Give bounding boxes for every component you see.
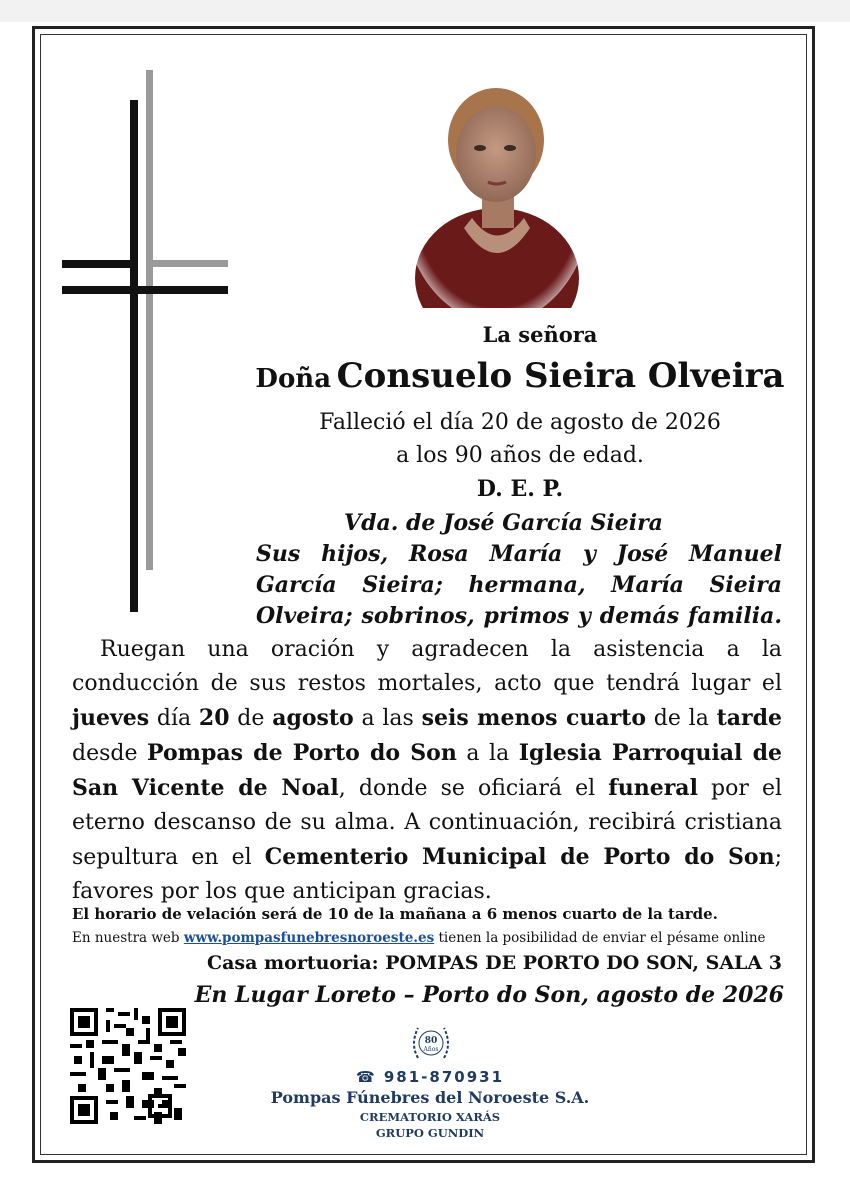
badge-word: Años bbox=[423, 1046, 439, 1053]
crematorium-name: CREMATORIO XARÁS bbox=[359, 1110, 501, 1124]
death-date-line: Falleció el día 20 de agosto de 2026 bbox=[319, 410, 721, 435]
qr-code[interactable] bbox=[70, 1008, 186, 1124]
body-text-5: de la bbox=[646, 706, 717, 731]
body-text-1: Ruegan una oración y agradecen la asistencia a la conducción de sus restos mortales, acto que tendrá lugar el bbox=[72, 637, 782, 696]
body-text-8: , donde se oficiará el bbox=[338, 776, 609, 801]
visiting-hours: El horario de velación será de 10 de la mañana a 6 menos cuarto de la tarde. bbox=[72, 905, 718, 923]
phone-icon: ☎ bbox=[355, 1068, 377, 1086]
body-text-6: desde bbox=[72, 741, 148, 766]
body-bold-4: seis menos cuarto bbox=[421, 705, 647, 731]
web-note bbox=[72, 930, 782, 946]
web-prefix: En nuestra web bbox=[72, 930, 184, 946]
body-bold-2: 20 bbox=[198, 705, 230, 731]
age-line: a los 90 años de edad. bbox=[396, 443, 644, 468]
funeral-home-room: Casa mortuoria: POMPAS DE PORTO DO SON, SALA 3 bbox=[207, 952, 782, 974]
body-text-7: a la bbox=[456, 741, 519, 766]
body-text-2: día bbox=[149, 706, 199, 731]
body-bold-1: jueves bbox=[72, 705, 150, 731]
company-name: Pompas Fúnebres del Noroeste S.A. bbox=[270, 1088, 590, 1107]
widow-line: Vda. de José García Sieira bbox=[344, 510, 663, 536]
body-bold-9: Cementerio Municipal de Porto do Son bbox=[264, 844, 775, 870]
body-text-9: por el eterno descanso de su alma. A continuación, recibirá cristiana sepultura en el bbox=[72, 776, 783, 870]
body-bold-7: Iglesia Parroquial de San Vicente de Noal bbox=[72, 740, 782, 801]
honorific: Doña bbox=[255, 364, 332, 394]
family-line-1: Sus hijos, Rosa María y José Manuel bbox=[256, 541, 782, 567]
family-mourners bbox=[256, 508, 782, 632]
body-text-10: ; favores por los que anticipan gracias. bbox=[72, 845, 782, 904]
website-link[interactable]: www.pompasfunebresnoroeste.es bbox=[183, 930, 435, 946]
body-bold-8: funeral bbox=[608, 775, 698, 801]
body-text-4: a las bbox=[353, 706, 422, 731]
phone-number: 981-870931 bbox=[383, 1068, 505, 1086]
body-bold-3: agosto bbox=[272, 705, 354, 731]
top-strip bbox=[0, 0, 850, 22]
funeral-details-paragraph bbox=[72, 633, 782, 909]
deceased-name: Consuelo Sieira Olveira bbox=[336, 356, 785, 396]
body-text-3: de bbox=[229, 706, 273, 731]
death-info bbox=[290, 406, 750, 472]
family-line-2: García Sieira; hermana, María Sieira bbox=[256, 572, 782, 598]
phone-line bbox=[290, 1068, 570, 1086]
title-prefix: La señora bbox=[482, 322, 598, 347]
family-line-3: Olveira; sobrinos, primos y demás familia. bbox=[256, 603, 782, 629]
group-name: GRUPO GUNDIN bbox=[375, 1126, 485, 1140]
rip-text: D. E. P. bbox=[476, 476, 564, 502]
deceased-name-line bbox=[230, 356, 810, 396]
cross-icon bbox=[60, 70, 230, 630]
body-bold-6: Pompas de Porto do Son bbox=[147, 740, 457, 766]
body-bold-5: tarde bbox=[716, 705, 782, 731]
badge-number: 80 bbox=[424, 1036, 438, 1046]
place-date: En Lugar Loreto – Porto do Son, agosto de 2026 bbox=[194, 982, 784, 1008]
anniversary-badge-icon bbox=[408, 1020, 454, 1066]
web-suffix: tienen la posibilidad de enviar el pésame online bbox=[434, 930, 766, 946]
portrait-photo bbox=[412, 78, 582, 308]
